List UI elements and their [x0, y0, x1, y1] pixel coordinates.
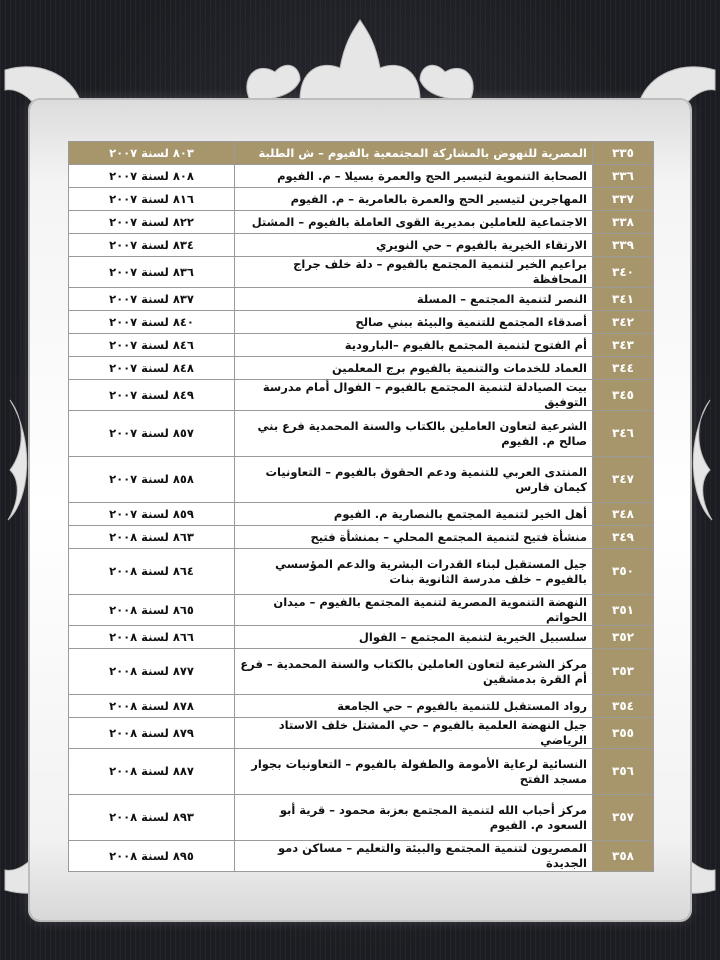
association-name: براعيم الخير لتنمية المجتمع بالفيوم – دلة خلف جراج المحافظة	[235, 257, 593, 288]
registration-number: ٨٦٣ لسنة ٢٠٠٨	[69, 526, 235, 549]
table-row	[69, 380, 654, 411]
registration-number: ٨١٦ لسنة ٢٠٠٧	[69, 188, 235, 211]
registration-number: ٨٧٧ لسنة ٢٠٠٨	[69, 649, 235, 695]
association-name: أم الفتوح لتنمية المجتمع بالفيوم –البارودية	[235, 334, 593, 357]
table-row	[69, 234, 654, 257]
registration-number: ٨٩٥ لسنة ٢٠٠٨	[69, 841, 235, 872]
row-number: ٣٤٨	[593, 503, 654, 526]
table-row	[69, 795, 654, 841]
crest-right-scroll-icon	[420, 65, 473, 100]
row-number: ٣٥٢	[593, 626, 654, 649]
table-row	[69, 718, 654, 749]
registration-number: ٨٦٥ لسنة ٢٠٠٨	[69, 595, 235, 626]
registration-number: ٨٤٨ لسنة ٢٠٠٧	[69, 357, 235, 380]
association-name: الاجتماعية للعاملين بمديرية القوى العاملة بالفيوم – المشتل	[235, 211, 593, 234]
row-number: ٣٣٥	[593, 142, 654, 165]
table-row	[69, 142, 654, 165]
association-name: رواد المستقبل للتنمية بالفيوم – حي الجامعة	[235, 695, 593, 718]
association-name: سلسبيل الخيرية لتنمية المجتمع – الفوال	[235, 626, 593, 649]
association-name: المهاجرين لتيسير الحج والعمرة بالعامرية – م. الفيوم	[235, 188, 593, 211]
side-ornament-left-icon	[8, 400, 27, 520]
crest-ornament-icon	[300, 20, 420, 100]
table-row	[69, 288, 654, 311]
row-number: ٣٥٣	[593, 649, 654, 695]
registration-number: ٨٦٤ لسنة ٢٠٠٨	[69, 549, 235, 595]
association-name: مركز أحباب الله لتنمية المجتمع بعزبة محمود – قرية أبو السعود م. الفيوم	[235, 795, 593, 841]
registration-number: ٨٤٦ لسنة ٢٠٠٧	[69, 334, 235, 357]
association-name: الصحابة التنموية لتيسير الحج والعمرة بسيلا – م. الفيوم	[235, 165, 593, 188]
association-name: النصر لتنمية المجتمع – المسلة	[235, 288, 593, 311]
table-row	[69, 841, 654, 872]
row-number: ٣٥٥	[593, 718, 654, 749]
association-name: بيت الصيادلة لتنمية المجتمع بالفيوم – الفوال أمام مدرسة التوفيق	[235, 380, 593, 411]
registration-number: ٨٤٩ لسنة ٢٠٠٧	[69, 380, 235, 411]
registration-number: ٨٥٩ لسنة ٢٠٠٧	[69, 503, 235, 526]
table-row	[69, 188, 654, 211]
table-row	[69, 595, 654, 626]
table-row	[69, 695, 654, 718]
association-name: جيل المستقبل لبناء القدرات البشرية والدعم المؤسسي بالفيوم – خلف مدرسة الثانوية بنات	[235, 549, 593, 595]
association-name: الارتقاء الخيرية بالفيوم – حي النويري	[235, 234, 593, 257]
row-number: ٣٥١	[593, 595, 654, 626]
registration-number: ٨٧٨ لسنة ٢٠٠٨	[69, 695, 235, 718]
row-number: ٣٣٧	[593, 188, 654, 211]
table-row	[69, 626, 654, 649]
side-ornament-right-icon	[693, 400, 712, 520]
table-row	[69, 211, 654, 234]
row-number: ٣٤١	[593, 288, 654, 311]
crest-left-scroll-icon	[247, 65, 300, 100]
association-name: النسائية لرعاية الأمومة والطفولة بالفيوم – التعاونيات بجوار مسجد الفتح	[235, 749, 593, 795]
row-number: ٣٣٨	[593, 211, 654, 234]
registration-number: ٨٤٠ لسنة ٢٠٠٧	[69, 311, 235, 334]
table-row	[69, 334, 654, 357]
row-number: ٣٤٦	[593, 411, 654, 457]
row-number: ٣٣٩	[593, 234, 654, 257]
registration-number: ٨٣٦ لسنة ٢٠٠٧	[69, 257, 235, 288]
table-row	[69, 526, 654, 549]
table-row	[69, 503, 654, 526]
row-number: ٣٤٢	[593, 311, 654, 334]
row-number: ٣٥٠	[593, 549, 654, 595]
association-name: أصدقاء المجتمع للتنمية والبيئة ببني صالح	[235, 311, 593, 334]
registration-number: ٨٣٧ لسنة ٢٠٠٧	[69, 288, 235, 311]
row-number: ٣٥٧	[593, 795, 654, 841]
row-number: ٣٤٧	[593, 457, 654, 503]
table-row	[69, 257, 654, 288]
row-number: ٣٣٦	[593, 165, 654, 188]
association-name: أهل الخير لتنمية المجتمع بالنصارية م. الفيوم	[235, 503, 593, 526]
row-number: ٣٥٦	[593, 749, 654, 795]
registration-number: ٨٩٣ لسنة ٢٠٠٨	[69, 795, 235, 841]
association-name: العماد للخدمات والتنمية بالفيوم برج المعلمين	[235, 357, 593, 380]
registration-number: ٨٠٣ لسنة ٢٠٠٧	[69, 142, 235, 165]
table-row	[69, 457, 654, 503]
registration-number: ٨٧٩ لسنة ٢٠٠٨	[69, 718, 235, 749]
association-name: جيل النهضة العلمية بالفيوم – حي المشتل خلف الاستاد الرياضي	[235, 718, 593, 749]
association-name: النهضة التنموية المصرية لتنمية المجتمع بالفيوم – ميدان الحواتم	[235, 595, 593, 626]
row-number: ٣٤٣	[593, 334, 654, 357]
row-number: ٣٤٩	[593, 526, 654, 549]
registration-number: ٨٠٨ لسنة ٢٠٠٧	[69, 165, 235, 188]
table-row	[69, 649, 654, 695]
row-number: ٣٥٤	[593, 695, 654, 718]
table-row	[69, 165, 654, 188]
association-name: المنتدى العربي للتنمية ودعم الحقوق بالفيوم – التعاونيات كيمان فارس	[235, 457, 593, 503]
row-number: ٣٥٨	[593, 841, 654, 872]
row-number: ٣٤٤	[593, 357, 654, 380]
registration-number: ٨٢٢ لسنة ٢٠٠٧	[69, 211, 235, 234]
associations-table	[68, 141, 654, 872]
registration-number: ٨٥٨ لسنة ٢٠٠٧	[69, 457, 235, 503]
table-row	[69, 749, 654, 795]
table-row	[69, 411, 654, 457]
row-number: ٣٤٥	[593, 380, 654, 411]
registration-number: ٨٨٧ لسنة ٢٠٠٨	[69, 749, 235, 795]
table-row	[69, 357, 654, 380]
association-name: الشرعية لتعاون العاملين بالكتاب والسنة المحمدية فرع بني صالح م. الفيوم	[235, 411, 593, 457]
registration-number: ٨٦٦ لسنة ٢٠٠٨	[69, 626, 235, 649]
row-number: ٣٤٠	[593, 257, 654, 288]
association-name: المصرية للنهوض بالمشاركة المجتمعية بالفيوم – ش الطلبة	[235, 142, 593, 165]
association-name: مركز الشرعية لتعاون العاملين بالكتاب والسنة المحمدية – فرع أم القرة بدمشقين	[235, 649, 593, 695]
table-row	[69, 549, 654, 595]
table-row	[69, 311, 654, 334]
registration-number: ٨٥٧ لسنة ٢٠٠٧	[69, 411, 235, 457]
association-name: المصريون لتنمية المجتمع والبيئة والتعليم – مساكن دمو الجديدة	[235, 841, 593, 872]
association-name: منشأة فتيح لتنمية المجتمع المحلي – بمنشأة فتيح	[235, 526, 593, 549]
registration-number: ٨٣٤ لسنة ٢٠٠٧	[69, 234, 235, 257]
